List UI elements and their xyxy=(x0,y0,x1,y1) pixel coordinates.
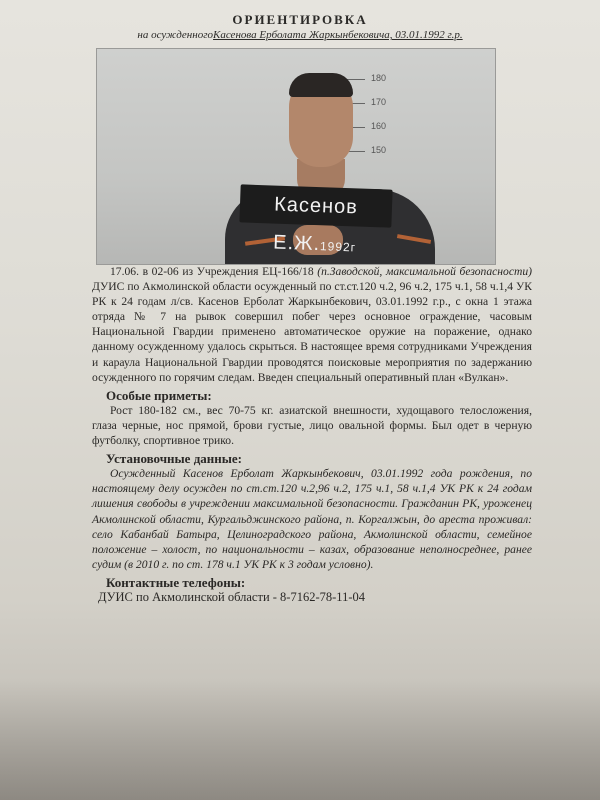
contacts-text: ДУИС по Акмолинской области - 8-7162-78-11-04 xyxy=(98,589,365,604)
photo-shadow xyxy=(0,680,600,800)
incident-paragraph xyxy=(92,264,532,385)
document-body xyxy=(92,264,532,605)
document-subtitle xyxy=(60,29,540,41)
scale-tick xyxy=(347,151,365,152)
incident-date: 17.06. xyxy=(110,265,139,278)
established-text: Осужденный Касенов Ерболат Жаркынбекович, 03.01.1992 года рождения, по настоящему делу осужден по ст.ст.120 ч.2,96 ч.2, 175 ч.1, 58 ч.1,4 УК РК к 24 годам лишения свободы в учреждении максимальной безопасности. Гражданин РК, уроженец Акмолинской области, Кургальджинского района, п. Коргалжын, до ареста проживал: село Кабанбай Батыра, Целиноградского района, Акмолинской области, семейное положение – холост, по национальности – казах, образование неполносреднее, ранее судим (в 2010 г. по ст. 178 ч.1 УК РК к 3 годам условно). xyxy=(92,467,532,571)
document-title: ОРИЕНТИРОВКА xyxy=(232,12,368,27)
scale-label: 170 xyxy=(371,97,387,107)
scale-label: 180 xyxy=(371,73,387,83)
established-heading: Установочные данные: xyxy=(106,451,243,467)
subtitle-prefix: на осужденного xyxy=(137,29,214,41)
contacts-heading: Контактные телефоны: xyxy=(106,574,246,590)
features-text: Рост 180-182 см., вес 70-75 кг. азиатской внешности, худощавого телосложения, глаза черные, нос прямой, брови густые, лицо овальной формы. Был одет в черную футболку, спортивное трико. xyxy=(92,403,532,448)
features-heading: Особые приметы: xyxy=(106,387,212,403)
incident-text-b: ДУИС по Акмолинской области осужденный по ст.ст.120 ч.2, 96 ч.2, 175 ч.1, 58 ч.1,4 УК РК к 24 годам л/св. Касенов Ерболат Жаркынбекович, 03.01.1992 г.р., с окна 1 этажа отряда № 7 на рывок совершил побег через основное ограждение, часовым Национальной Гвардии применено автоматическое оружие на поражение, однако данному осужденному удалось скрыться. В настоящее время сотрудниками Учреждения и караула Национальной Гвардии проводятся поисковые мероприятия по задержанию осужденного по горячим следам. Введен специальный оперативный план «Вулкан». xyxy=(92,280,532,384)
nameplate-sign xyxy=(239,184,392,256)
mugshot-photo xyxy=(96,48,496,265)
nameplate-name: Касенов Е.Ж. xyxy=(272,193,359,256)
subtitle-name: Касенова Ерболата Жаркынбековича, 03.01.1992 г.р. xyxy=(213,29,463,41)
incident-text-a: в 02-06 из Учреждения ЕЦ-166/18 xyxy=(138,265,318,278)
person-hair xyxy=(289,73,353,97)
incident-location: (п.Заводской, максимальной безопасности) xyxy=(317,265,532,278)
nameplate-year: 1992г xyxy=(319,239,357,255)
scale-label: 160 xyxy=(371,121,387,131)
scale-tick xyxy=(347,79,365,80)
scale-label: 150 xyxy=(371,145,387,155)
